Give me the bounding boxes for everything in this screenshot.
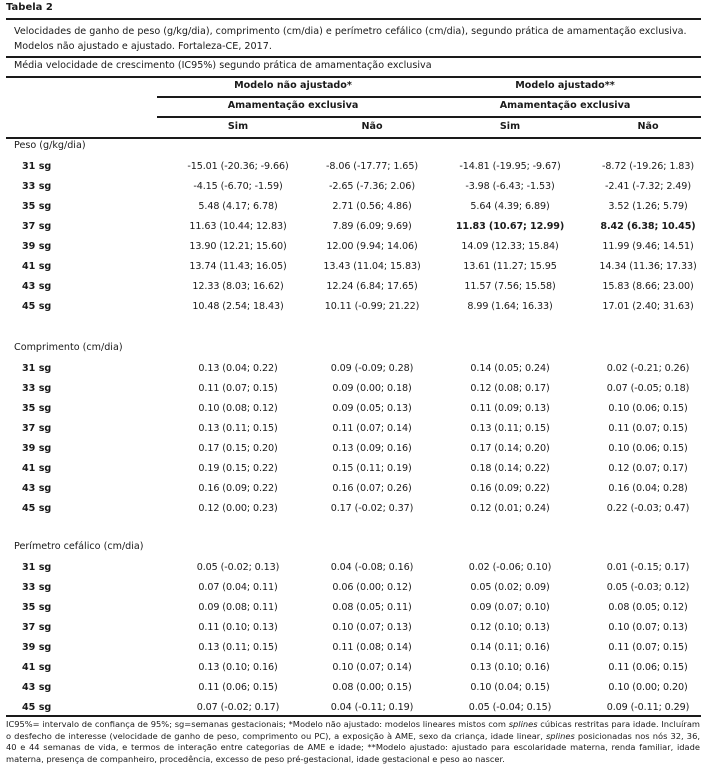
table-cell: 13.74 (11.43; 16.05) (189, 261, 287, 272)
row-label: 37 sg (22, 622, 52, 633)
table-cell: 0.10 (0.04; 0.15) (470, 682, 550, 693)
table-cell: 0.13 (0.09; 0.16) (332, 443, 412, 454)
table-cell: 0.10 (0.07; 0.13) (608, 622, 688, 633)
row-label: 43 sg (22, 483, 52, 494)
table-subtitle: Média velocidade de crescimento (IC95%) segundo prática de amamentação exclusiva (14, 60, 432, 71)
table-cell: -3.98 (-6.43; -1.53) (465, 181, 555, 192)
table-cell: 0.13 (0.11; 0.15) (198, 642, 278, 653)
row-label: 31 sg (22, 363, 52, 374)
table-cell: 2.71 (0.56; 4.86) (332, 201, 412, 212)
header-col-sim-unadjusted: Sim (227, 121, 249, 132)
row-label: 31 sg (22, 161, 52, 172)
table-cell: 0.05 (0.02; 0.09) (470, 582, 550, 593)
table-title: Tabela 2 (6, 2, 53, 13)
table-cell: 17.01 (2.40; 31.63) (602, 301, 694, 312)
top-rule (6, 18, 701, 20)
table-cell: 0.05 (-0.03; 0.12) (606, 582, 690, 593)
model-rule (157, 96, 701, 98)
table-cell: 13.61 (11.27; 15.95 (463, 261, 557, 272)
section-header: Comprimento (cm/dia) (14, 342, 123, 353)
table-cell: 0.11 (0.10; 0.13) (198, 622, 278, 633)
table-cell: 14.09 (12.33; 15.84) (461, 241, 559, 252)
row-label: 41 sg (22, 463, 52, 474)
row-label: 43 sg (22, 281, 52, 292)
table-cell: 0.12 (0.07; 0.17) (608, 463, 688, 474)
table-cell: 0.12 (0.08; 0.17) (470, 383, 550, 394)
table-cell: 0.16 (0.09; 0.22) (198, 483, 278, 494)
table-cell: 0.13 (0.11; 0.15) (470, 423, 550, 434)
table-cell: 0.11 (0.07; 0.15) (198, 383, 278, 394)
table-cell: 7.89 (6.09; 9.69) (332, 221, 412, 232)
table-cell: 0.13 (0.11; 0.15) (198, 423, 278, 434)
table-footnote (6, 719, 700, 765)
row-label: 37 sg (22, 423, 52, 434)
row-label: 41 sg (22, 662, 52, 673)
table-cell: 0.09 (-0.11; 0.29) (606, 702, 690, 713)
table-cell: 0.19 (0.15; 0.22) (198, 463, 278, 474)
row-label: 31 sg (22, 562, 52, 573)
subtitle-rule (6, 76, 701, 78)
table-cell: 0.09 (-0.09; 0.28) (330, 363, 414, 374)
table-cell: 0.06 (0.00; 0.12) (332, 582, 412, 593)
table-cell: 0.10 (0.00; 0.20) (608, 682, 688, 693)
header-col-sim-adjusted: Sim (499, 121, 521, 132)
header-col-nao-adjusted: Não (637, 121, 659, 132)
row-label: 33 sg (22, 181, 52, 192)
table-cell: 0.10 (0.07; 0.13) (332, 622, 412, 633)
table-cell: 0.14 (0.05; 0.24) (470, 363, 550, 374)
table-cell: 3.52 (1.26; 5.79) (608, 201, 688, 212)
header-rule (6, 137, 701, 139)
table-caption: Velocidades de ganho de peso (g/kg/dia), comprimento (cm/dia) e perímetro cefálico (cm/dia), segundo prática de amamentação exclusiva. Modelos não ajustado e ajustado. Fortaleza-CE, 2017. (14, 26, 687, 52)
table-cell: 11.57 (7.56; 15.58) (464, 281, 556, 292)
table-cell: 0.09 (0.08; 0.11) (198, 602, 278, 613)
table-cell: 0.10 (0.07; 0.14) (332, 662, 412, 673)
table-cell: 15.83 (8.66; 23.00) (602, 281, 694, 292)
table-cell: 0.22 (-0.03; 0.47) (606, 503, 690, 514)
table-cell: 0.11 (0.07; 0.14) (332, 423, 412, 434)
table-cell: 13.43 (11.04; 15.83) (323, 261, 421, 272)
table-cell: 0.16 (0.04; 0.28) (608, 483, 688, 494)
table-cell: -14.81 (-19.95; -9.67) (459, 161, 561, 172)
row-label: 45 sg (22, 301, 52, 312)
table-cell: 5.64 (4.39; 6.89) (470, 201, 550, 212)
table-cell: 0.01 (-0.15; 0.17) (606, 562, 690, 573)
row-label: 43 sg (22, 682, 52, 693)
table-cell: 0.18 (0.14; 0.22) (470, 463, 550, 474)
table-cell: 0.04 (-0.08; 0.16) (330, 562, 414, 573)
section-header: Peso (g/kg/dia) (14, 140, 86, 151)
table-cell: 0.09 (0.00; 0.18) (332, 383, 412, 394)
table-cell: 0.12 (0.00; 0.23) (198, 503, 278, 514)
table-cell: 0.14 (0.11; 0.16) (470, 642, 550, 653)
table-cell: 0.10 (0.06; 0.15) (608, 443, 688, 454)
table-cell: 10.48 (2.54; 18.43) (192, 301, 284, 312)
row-label: 41 sg (22, 261, 52, 272)
header-group-adjusted: Amamentação exclusiva (499, 100, 631, 111)
header-group-unadjusted: Amamentação exclusiva (227, 100, 359, 111)
row-label: 45 sg (22, 503, 52, 514)
table-cell: 0.11 (0.07; 0.15) (608, 423, 688, 434)
table-cell: 0.11 (0.06; 0.15) (608, 662, 688, 673)
bottom-rule (6, 715, 701, 717)
table-cell: 0.13 (0.10; 0.16) (470, 662, 550, 673)
table-cell: 0.10 (0.08; 0.12) (198, 403, 278, 414)
footnote-part1: IC95%= intervalo de confiança de 95%; sg=semanas gestacionais; *Modelo não ajustado: modelos lineares mistos com (6, 719, 509, 729)
table-cell: 0.07 (-0.05; 0.18) (606, 383, 690, 394)
table-cell: 12.00 (9.94; 14.06) (326, 241, 418, 252)
table-cell: 10.11 (-0.99; 21.22) (324, 301, 420, 312)
header-model-unadjusted: Modelo não ajustado* (234, 80, 352, 91)
row-label: 35 sg (22, 602, 52, 613)
table-cell: 0.07 (0.04; 0.11) (198, 582, 278, 593)
table-cell: 0.11 (0.08; 0.14) (332, 642, 412, 653)
table-cell: 12.24 (6.84; 17.65) (326, 281, 418, 292)
table-cell: 8.42 (6.38; 10.45) (600, 221, 696, 232)
table-cell: 0.12 (0.10; 0.13) (470, 622, 550, 633)
table-cell: 0.12 (0.01; 0.24) (470, 503, 550, 514)
table-cell: 11.63 (10.44; 12.83) (189, 221, 287, 232)
row-label: 39 sg (22, 241, 52, 252)
row-label: 33 sg (22, 582, 52, 593)
table-cell: -15.01 (-20.36; -9.66) (187, 161, 289, 172)
footnote-splines-1: splines (508, 719, 538, 729)
table-cell: 12.33 (8.03; 16.62) (192, 281, 284, 292)
row-label: 39 sg (22, 443, 52, 454)
table-cell: 0.11 (0.06; 0.15) (198, 682, 278, 693)
footnote-part3: posicionadas nos nós 32, 36, 40 e 44 semanas de vida, e termos de interação entre categorias de AME e idade; **Modelo ajustado: ajustado para escolaridade materna, renda familiar, idade materna, presença de companheiro, procedência, excesso de peso pré-gestacional, idade gestacional e peso ao nascer. (6, 730, 700, 764)
table-cell: 8.99 (1.64; 16.33) (467, 301, 553, 312)
table-cell: 5.48 (4.17; 6.78) (198, 201, 278, 212)
header-model-adjusted: Modelo ajustado** (515, 80, 615, 91)
table-cell: 0.02 (-0.21; 0.26) (606, 363, 690, 374)
table-cell: 0.09 (0.07; 0.10) (470, 602, 550, 613)
row-label: 45 sg (22, 702, 52, 713)
table-cell: 11.83 (10.67; 12.99) (455, 221, 565, 232)
table-cell: 0.16 (0.07; 0.26) (332, 483, 412, 494)
table-cell: -8.06 (-17.77; 1.65) (326, 161, 418, 172)
table-cell: -4.15 (-6.70; -1.59) (193, 181, 283, 192)
caption-rule (6, 56, 701, 58)
table-cell: 13.90 (12.21; 15.60) (189, 241, 287, 252)
table-cell: 0.07 (-0.02; 0.17) (196, 702, 280, 713)
table-cell: 0.11 (0.07; 0.15) (608, 642, 688, 653)
table-cell: 0.09 (0.05; 0.13) (332, 403, 412, 414)
table-cell: 0.10 (0.06; 0.15) (608, 403, 688, 414)
table-cell: 0.05 (-0.04; 0.15) (468, 702, 552, 713)
table-cell: 0.04 (-0.11; 0.19) (330, 702, 414, 713)
footnote-part2: cúbicas restritas para idade. Incluíram o desfecho de interesse (velocidade de ganho de peso, comprimento ou PC), a exposição à AME, sexo da criança, idade linear, (6, 719, 701, 741)
table-cell: 0.16 (0.09; 0.22) (470, 483, 550, 494)
row-label: 39 sg (22, 642, 52, 653)
table-cell: 0.13 (0.04; 0.22) (198, 363, 278, 374)
table-cell: 0.17 (0.15; 0.20) (198, 443, 278, 454)
table-cell: 0.08 (0.00; 0.15) (332, 682, 412, 693)
section-header: Perímetro cefálico (cm/dia) (14, 541, 144, 552)
table-cell: -2.41 (-7.32; 2.49) (605, 181, 691, 192)
table-cell: 0.15 (0.11; 0.19) (332, 463, 412, 474)
table-cell: 11.99 (9.46; 14.51) (602, 241, 694, 252)
table-cell: 0.05 (-0.02; 0.13) (196, 562, 280, 573)
table-cell: 0.17 (-0.02; 0.37) (330, 503, 414, 514)
row-label: 35 sg (22, 403, 52, 414)
row-label: 37 sg (22, 221, 52, 232)
group-rule (157, 116, 701, 118)
table-cell: 0.02 (-0.06; 0.10) (468, 562, 552, 573)
table-cell: 0.08 (0.05; 0.11) (332, 602, 412, 613)
table-cell: 0.11 (0.09; 0.13) (470, 403, 550, 414)
table-cell: -2.65 (-7.36; 2.06) (329, 181, 415, 192)
table-cell: 0.17 (0.14; 0.20) (470, 443, 550, 454)
header-col-nao-unadjusted: Não (361, 121, 383, 132)
footnote-splines-2: splines (545, 730, 575, 741)
table-cell: -8.72 (-19.26; 1.83) (602, 161, 694, 172)
table-cell: 0.08 (0.05; 0.12) (608, 602, 688, 613)
row-label: 33 sg (22, 383, 52, 394)
row-label: 35 sg (22, 201, 52, 212)
table-cell: 14.34 (11.36; 17.33) (599, 261, 697, 272)
table-cell: 0.13 (0.10; 0.16) (198, 662, 278, 673)
